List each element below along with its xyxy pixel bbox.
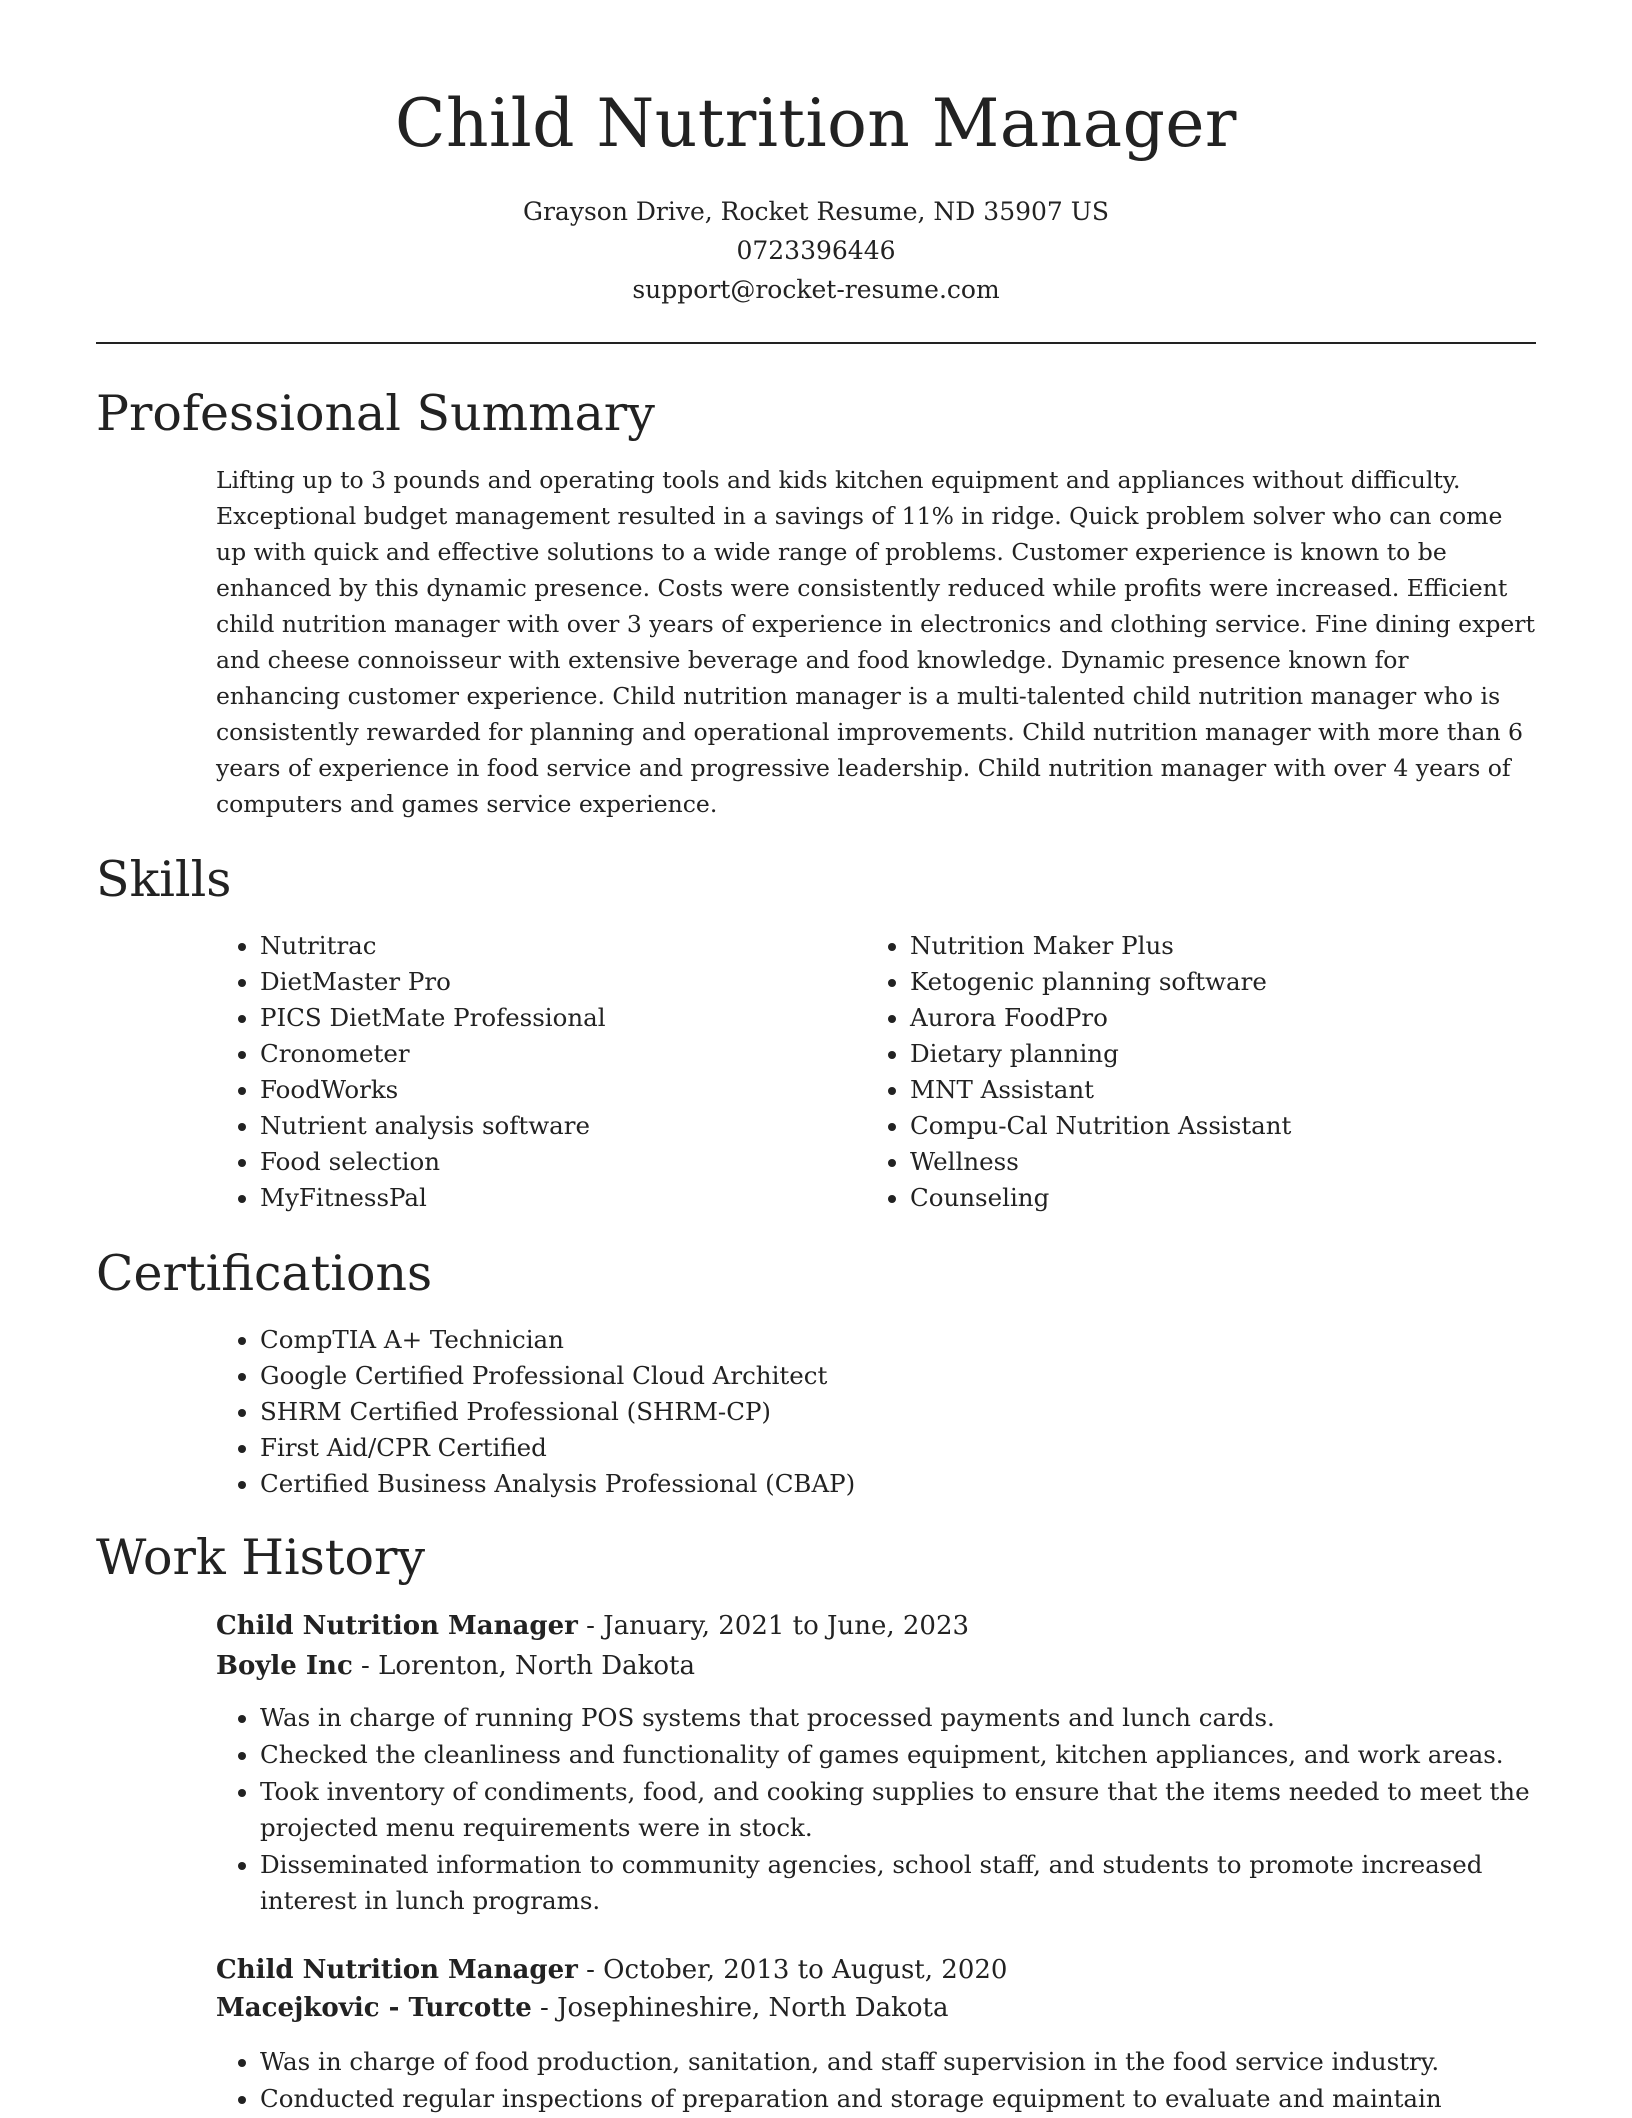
list-item: • Took inventory of condiments, food, and cooking supplies to ensure that the items needed to meet the projected menu requirements were in stock.	[260, 1774, 1540, 1846]
job-role: Child Nutrition Manager	[216, 1955, 578, 1985]
job-title-line	[216, 1606, 969, 1646]
list-item: • Nutritrac	[260, 928, 860, 964]
list-item: • Counseling	[910, 1180, 1570, 1216]
skills-list-right	[866, 928, 1570, 1216]
section-title-skills: Skills	[96, 851, 232, 908]
job-dates: - January, 2021 to June, 2023	[577, 1611, 970, 1641]
contact-address: Grayson Drive, Rocket Resume, ND 35907 US	[523, 197, 1109, 226]
list-item: • Wellness	[910, 1144, 1570, 1180]
job-company-line	[216, 1988, 948, 2028]
job-duties-list	[216, 2044, 1540, 2118]
job-company: Macejkovic - Turcotte	[216, 1993, 532, 2023]
list-item: • Nutrient analysis software	[260, 1108, 860, 1144]
section-title-summary: Professional Summary	[96, 385, 655, 442]
list-item: • Food selection	[260, 1144, 860, 1180]
contact-phone: 0723396446	[736, 236, 896, 265]
job-company: Boyle Inc	[216, 1651, 353, 1681]
list-item: • Was in charge of running POS systems that processed payments and lunch cards.	[260, 1700, 1540, 1736]
job-title-line	[216, 1950, 1007, 1990]
section-title-work-history: Work History	[96, 1529, 426, 1586]
list-item: • Ketogenic planning software	[910, 964, 1570, 1000]
list-item: • Checked the cleanliness and functionality of games equipment, kitchen appliances, and work areas.	[260, 1737, 1540, 1773]
list-item: • FoodWorks	[260, 1072, 860, 1108]
contact-block	[0, 192, 1632, 309]
list-item: • PICS DietMate Professional	[260, 1000, 860, 1036]
job-location: - Josephineshire, North Dakota	[531, 1993, 949, 2023]
list-item: • Was in charge of food production, sanitation, and staff supervision in the food service industry.	[260, 2044, 1540, 2080]
list-item: • MNT Assistant	[910, 1072, 1570, 1108]
summary-text: Lifting up to 3 pounds and operating tools and kids kitchen equipment and appliances without difficulty. Exceptional budget management resulted in a savings of 11% in ridge. Quick problem solver who can come up with quick and effective solutions to a wide range of problems. Customer experience is known to be enhanced by this dynamic presence. Costs were consistently reduced while profits were increased. Efficient child nutrition manager with over 3 years of experience in electronics and clothing service. Fine dining expert and cheese connoisseur with extensive beverage and food knowledge. Dynamic presence known for enhancing customer experience. Child nutrition manager is a multi-talented child nutrition manager who is consistently rewarded for planning and operational improvements. Child nutrition manager with more than 6 years of experience in food service and progressive leadership. Child nutrition manager with over 4 years of computers and games service experience.	[216, 466, 1535, 818]
job-duties-list	[216, 1700, 1540, 1920]
header-divider	[96, 342, 1536, 344]
list-item: • CompTIA A+ Technician	[260, 1322, 1560, 1358]
list-item: • Aurora FoodPro	[910, 1000, 1570, 1036]
list-item: • Conducted regular inspections of preparation and storage equipment to evaluate and maintain	[260, 2081, 1540, 2117]
list-item: • MyFitnessPal	[260, 1180, 860, 1216]
list-item: • DietMaster Pro	[260, 964, 860, 1000]
skills-list-left	[216, 928, 860, 1216]
job-role: Child Nutrition Manager	[216, 1611, 578, 1641]
list-item: • Nutrition Maker Plus	[910, 928, 1570, 964]
list-item: • First Aid/CPR Certified	[260, 1430, 1560, 1466]
list-item: • Compu-Cal Nutrition Assistant	[910, 1108, 1570, 1144]
contact-email: support@rocket-resume.com	[632, 275, 1000, 304]
list-item: • Dietary planning	[910, 1036, 1570, 1072]
job-dates: - October, 2013 to August, 2020	[577, 1955, 1008, 1985]
resume-name: Child Nutrition Manager	[395, 85, 1237, 162]
list-item: • Disseminated information to community agencies, school staff, and students to promote increased interest in lunch programs.	[260, 1847, 1540, 1919]
certifications-list	[216, 1322, 1560, 1502]
list-item: • Certified Business Analysis Professional (CBAP)	[260, 1466, 1560, 1502]
list-item: • SHRM Certified Professional (SHRM-CP)	[260, 1394, 1560, 1430]
job-location: - Lorenton, North Dakota	[352, 1651, 695, 1681]
section-title-certifications: Certifications	[96, 1245, 433, 1302]
list-item: • Cronometer	[260, 1036, 860, 1072]
list-item: • Google Certified Professional Cloud Architect	[260, 1358, 1560, 1394]
job-company-line	[216, 1646, 695, 1686]
